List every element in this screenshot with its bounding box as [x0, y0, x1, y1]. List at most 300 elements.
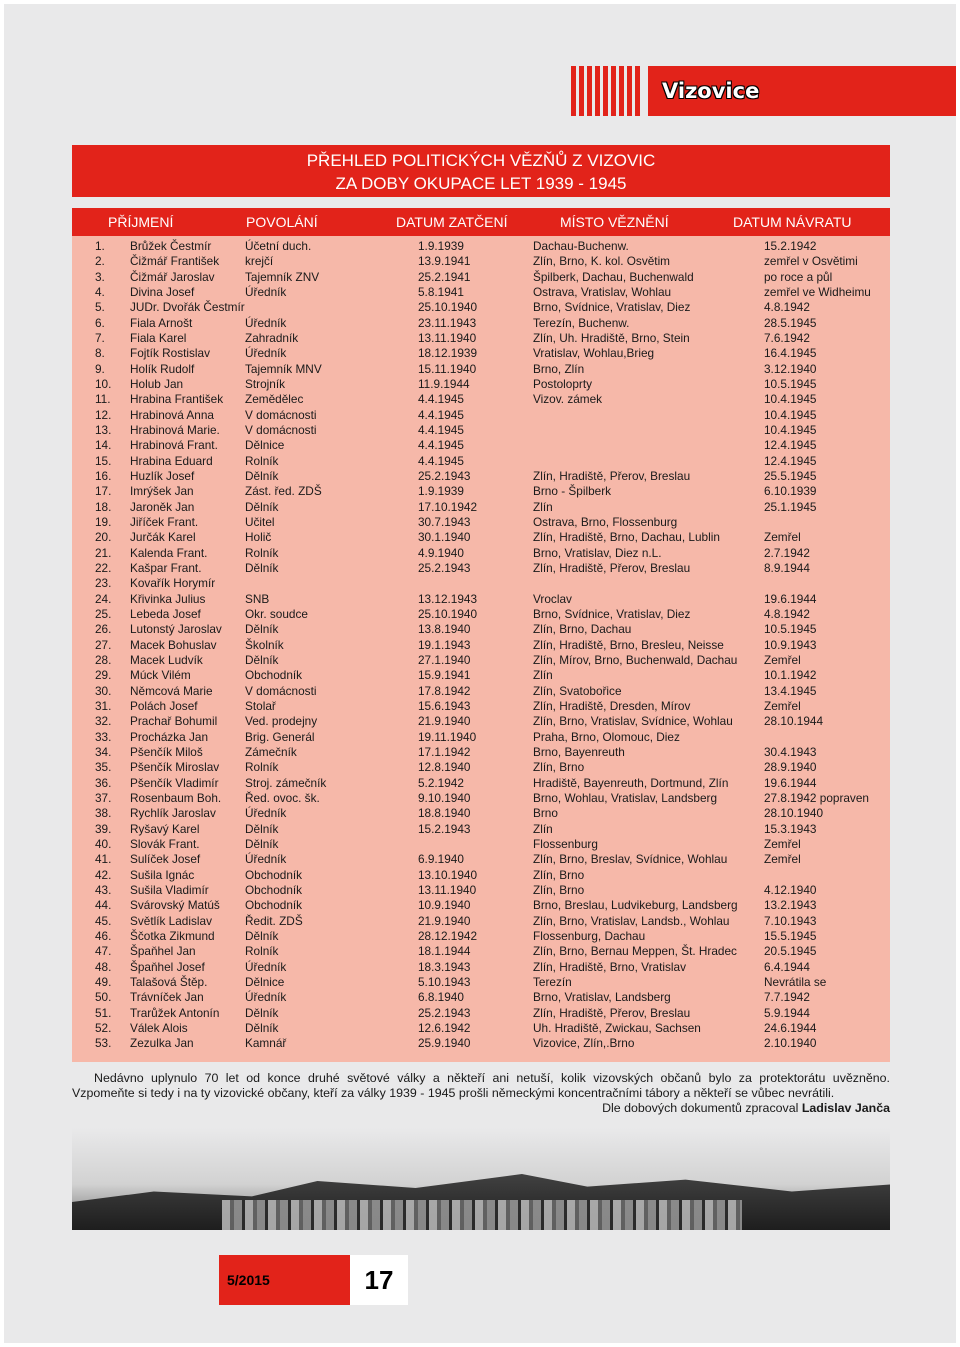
table-row	[72, 714, 890, 729]
row-number: 7.	[95, 330, 105, 345]
occupation-cell: Zemědělec	[245, 392, 304, 407]
surname-cell: Jiříček Frant.	[130, 514, 199, 529]
surname-cell: Pšenčík Miloš	[130, 744, 203, 759]
imprisonment-place-cell: Brno - Špilberk	[533, 484, 612, 499]
return-date-cell: 10.5.1945	[764, 622, 817, 637]
occupation-cell: Tajemník ZNV	[245, 269, 320, 284]
page-title	[72, 145, 890, 197]
table-row	[72, 868, 890, 883]
surname-cell: Ščotka Zikmund	[130, 928, 215, 943]
occupation-cell: Dělník	[245, 928, 279, 943]
occupation-cell: Řed. ovoc. šk.	[245, 790, 320, 805]
surname-cell: Macek Bohuslav	[130, 637, 217, 652]
return-date-cell: 10.4.1945	[764, 392, 817, 407]
row-number: 53.	[95, 1036, 112, 1051]
imprisonment-place-cell: Dachau-Buchenw.	[533, 239, 629, 253]
surname-cell: Křivinka Julius	[130, 591, 206, 606]
surname-cell: Trávníček Jan	[130, 990, 204, 1005]
arrest-date-cell: 25.10.1940	[418, 606, 478, 621]
occupation-cell: SNB	[245, 591, 270, 606]
occupation-cell: Dělník	[245, 652, 279, 667]
occupation-cell: Dělnice	[245, 438, 285, 453]
imprisonment-place-cell: Špilberk, Dachau, Buchenwald	[533, 269, 694, 284]
row-number: 6.	[95, 315, 105, 330]
occupation-cell: Stolař	[245, 698, 276, 713]
return-date-cell: 30.4.1943	[764, 744, 817, 759]
table-row	[72, 239, 890, 254]
occupation-cell: Dělník	[245, 836, 279, 851]
imprisonment-place-cell: Ostrava, Brno, Flossenburg	[533, 514, 678, 529]
surname-cell: Brůžek Čestmír	[130, 239, 212, 253]
table-row	[72, 607, 890, 622]
occupation-cell: Úředník	[245, 959, 287, 974]
column-header-occupation: POVOLÁNÍ	[246, 214, 318, 230]
return-date-cell: Nevrátila se	[764, 974, 827, 989]
row-number: 27.	[95, 637, 112, 652]
occupation-cell: Ved. prodejny	[245, 714, 318, 729]
row-number: 28.	[95, 652, 112, 667]
table-row	[72, 883, 890, 898]
row-number: 47.	[95, 944, 112, 959]
table-row	[72, 500, 890, 515]
note-credit	[72, 1101, 890, 1116]
return-date-cell: Zemřel	[764, 530, 801, 545]
arrest-date-cell: 4.4.1945	[418, 422, 464, 437]
column-header-imprisonment-place: MÍSTO VĚZNĚNÍ	[560, 214, 669, 230]
arrest-date-cell: 17.1.1942	[418, 744, 471, 759]
arrest-date-cell: 4.9.1940	[418, 545, 464, 560]
return-date-cell: 25.1.1945	[764, 499, 817, 514]
occupation-cell: Účetní duch.	[245, 239, 312, 253]
table-row	[72, 699, 890, 714]
row-number: 34.	[95, 744, 112, 759]
arrest-date-cell: 21.9.1940	[418, 913, 471, 928]
surname-cell: Fojtík Rostislav	[130, 346, 210, 361]
row-number: 22.	[95, 560, 112, 575]
arrest-date-cell: 27.1.1940	[418, 652, 471, 667]
row-number: 29.	[95, 668, 112, 683]
imprisonment-place-cell: Zlín, Brno	[533, 867, 585, 882]
occupation-cell: V domácnosti	[245, 422, 317, 437]
table-row	[72, 592, 890, 607]
row-number: 11.	[95, 392, 111, 407]
arrest-date-cell: 6.9.1940	[418, 852, 464, 867]
table-row	[72, 254, 890, 269]
table-row	[72, 346, 890, 361]
row-number: 52.	[95, 1020, 112, 1035]
return-date-cell: 15.5.1945	[764, 928, 817, 943]
table-row	[72, 776, 890, 791]
row-number: 37.	[95, 790, 112, 805]
table-row	[72, 653, 890, 668]
arrest-date-cell: 17.8.1942	[418, 683, 471, 698]
occupation-cell: Úředník	[245, 852, 287, 867]
return-date-cell: 10.1.1942	[764, 668, 817, 683]
return-date-cell: 4.12.1940	[764, 882, 817, 897]
table-row	[72, 270, 890, 285]
row-number: 38.	[95, 806, 112, 821]
table-header	[72, 208, 890, 236]
surname-cell: Hrabina Eduard	[130, 453, 213, 468]
town-panorama-photo	[72, 1128, 890, 1230]
surname-cell: Světlík Ladislav	[130, 913, 212, 928]
occupation-cell: Obchodník	[245, 867, 303, 882]
occupation-cell: Úředník	[245, 806, 287, 821]
surname-cell: Holík Rudolf	[130, 361, 195, 376]
prisoner-table	[72, 236, 890, 1062]
table-row	[72, 822, 890, 837]
surname-cell: Zezulka Jan	[130, 1036, 194, 1051]
surname-cell: Prachař Bohumil	[130, 714, 218, 729]
row-number: 33.	[95, 729, 112, 744]
arrest-date-cell: 19.11.1940	[418, 729, 477, 744]
title-line-1: PŘEHLED POLITICKÝCH VĚZŇŮ Z VIZOVIC	[306, 151, 656, 170]
surname-cell: Macek Ludvík	[130, 652, 203, 667]
return-date-cell: Zemřel	[764, 698, 801, 713]
imprisonment-place-cell: Zlín, Brno, Vratislav, Landsb., Wohlau	[533, 913, 730, 928]
return-date-cell: 2.7.1942	[764, 545, 810, 560]
occupation-cell: Úředník	[245, 990, 287, 1005]
imprisonment-place-cell: Zlín, Mírov, Brno, Buchenwald, Dachau	[533, 652, 738, 667]
occupation-cell: Zahradník	[245, 330, 299, 345]
occupation-cell: Brig. Generál	[245, 729, 315, 744]
row-number: 43.	[95, 882, 112, 897]
arrest-date-cell: 5.2.1942	[418, 775, 464, 790]
arrest-date-cell: 25.10.1940	[418, 300, 478, 315]
arrest-date-cell: 15.9.1941	[418, 668, 471, 683]
return-date-cell: 28.9.1940	[764, 760, 817, 775]
imprisonment-place-cell: Zlín, Hradiště, Brno, Vratislav	[533, 959, 686, 974]
row-number: 42.	[95, 867, 112, 882]
surname-cell: Hrabina František	[130, 392, 224, 407]
surname-cell: Múck Vilém	[130, 668, 191, 683]
arrest-date-cell: 25.9.1940	[418, 1036, 471, 1051]
table-row	[72, 438, 890, 453]
surname-cell: Procházka Jan	[130, 729, 209, 744]
return-date-cell: 19.6.1944	[764, 775, 817, 790]
arrest-date-cell: 18.12.1939	[418, 346, 478, 361]
note-author: Ladislav Janča	[801, 1101, 890, 1115]
imprisonment-place-cell: Praha, Brno, Olomouc, Diez	[533, 729, 680, 744]
return-date-cell: 5.9.1944	[764, 1005, 810, 1020]
row-number: 9.	[95, 361, 105, 376]
imprisonment-place-cell: Brno, Vratislav, Diez n.L.	[533, 545, 662, 560]
row-number: 49.	[95, 974, 112, 989]
return-date-cell: 16.4.1945	[764, 346, 817, 361]
occupation-cell: Dělník	[245, 560, 279, 575]
row-number: 39.	[95, 821, 112, 836]
table-row	[72, 331, 890, 346]
arrest-date-cell: 10.9.1940	[418, 898, 471, 913]
surname-cell: Kalenda Frant.	[130, 545, 208, 560]
imprisonment-place-cell: Brno	[533, 806, 558, 821]
imprisonment-place-cell: Zlín, Brno, Dachau	[533, 622, 632, 637]
occupation-cell: Dělnice	[245, 974, 285, 989]
return-date-cell: 7.10.1943	[764, 913, 817, 928]
occupation-cell: Zást. řed. ZDŠ	[245, 484, 322, 499]
surname-cell: Slovák Frant.	[130, 836, 200, 851]
return-date-cell: Zemřel	[764, 836, 801, 851]
row-number: 2.	[95, 254, 105, 269]
imprisonment-place-cell: Zlín, Hradiště, Dresden, Mírov	[533, 698, 691, 713]
table-row	[72, 1006, 890, 1021]
row-number: 4.	[95, 284, 105, 299]
table-row	[72, 454, 890, 469]
row-number: 15.	[95, 453, 112, 468]
note-line-2: Vzpomeňte si tedy i na ty vizovické občany, kteří za války 1939 - 1945 prošli německými koncentračními tábory a někteří se vůbec nevrátili.	[72, 1086, 835, 1100]
return-date-cell: 25.5.1945	[764, 468, 817, 483]
row-number: 41.	[95, 852, 112, 867]
occupation-cell: Úředník	[245, 315, 287, 330]
occupation-cell: Kamnář	[245, 1036, 287, 1051]
return-date-cell: 8.9.1944	[764, 560, 810, 575]
return-date-cell: 28.10.1940	[764, 806, 824, 821]
return-date-cell: 12.4.1945	[764, 453, 817, 468]
arrest-date-cell: 15.2.1943	[418, 821, 471, 836]
arrest-date-cell: 25.2.1941	[418, 269, 471, 284]
imprisonment-place-cell: Brno, Svídnice, Vratislav, Diez	[533, 606, 691, 621]
return-date-cell: 3.12.1940	[764, 361, 817, 376]
arrest-date-cell: 15.6.1943	[418, 698, 471, 713]
return-date-cell: 12.4.1945	[764, 438, 817, 453]
table-row	[72, 929, 890, 944]
surname-cell: Fiala Arnošt	[130, 315, 193, 330]
arrest-date-cell: 12.6.1942	[418, 1020, 471, 1035]
table-row	[72, 622, 890, 637]
row-number: 18.	[95, 499, 112, 514]
occupation-cell: krejčí	[245, 254, 274, 269]
imprisonment-place-cell: Zlín, Hradiště, Přerov, Breslau	[533, 560, 691, 575]
row-number: 51.	[95, 1005, 112, 1020]
arrest-date-cell: 30.7.1943	[418, 514, 471, 529]
imprisonment-place-cell: Vizovice, Zlín,.Brno	[533, 1036, 635, 1051]
arrest-date-cell: 9.10.1940	[418, 790, 471, 805]
imprisonment-place-cell: Zlín, Hradiště, Přerov, Breslau	[533, 1005, 691, 1020]
occupation-cell: V domácnosti	[245, 407, 317, 422]
row-number: 20.	[95, 530, 112, 545]
row-number: 10.	[95, 376, 112, 391]
return-date-cell: 13.2.1943	[764, 898, 817, 913]
surname-cell: Hrabinová Anna	[130, 407, 214, 422]
surname-cell: Pšenčík Vladimír	[130, 775, 219, 790]
closing-note	[72, 1071, 890, 1116]
arrest-date-cell: 25.2.1943	[418, 1005, 471, 1020]
surname-cell: Lutonstý Jaroslav	[130, 622, 222, 637]
imprisonment-place-cell: Zlín, Brno, Breslav, Svídnice, Wohlau	[533, 852, 728, 867]
column-header-arrest-date: DATUM ZATČENÍ	[396, 214, 508, 230]
occupation-cell: Stroj. zámečník	[245, 775, 327, 790]
arrest-date-cell: 13.9.1941	[418, 254, 471, 269]
arrest-date-cell: 30.1.1940	[418, 530, 471, 545]
surname-cell: Trarůžek Antonín	[130, 1005, 220, 1020]
row-number: 5.	[95, 300, 105, 315]
surname-cell: Lebeda Josef	[130, 606, 201, 621]
occupation-cell: Rolník	[245, 944, 279, 959]
imprisonment-place-cell: Vratislav, Wohlau,Brieg	[533, 346, 655, 361]
return-date-cell: 7.6.1942	[764, 330, 810, 345]
imprisonment-place-cell: Zlín	[533, 821, 553, 836]
arrest-date-cell: 5.10.1943	[418, 974, 471, 989]
surname-cell: Holub Jan	[130, 376, 184, 391]
occupation-cell: Dělník	[245, 622, 279, 637]
return-date-cell: 6.10.1939	[764, 484, 817, 499]
note-line-1: Nedávno uplynulo 70 let od konce druhé světové války a někteří ani netuší, kolik vizovských občanů bylo za protektorátu uvězněno.	[94, 1071, 890, 1085]
row-number: 40.	[95, 836, 112, 851]
arrest-date-cell: 15.11.1940	[418, 361, 477, 376]
occupation-cell: Okr. soudce	[245, 606, 308, 621]
table-row	[72, 515, 890, 530]
arrest-date-cell: 13.11.1940	[418, 330, 477, 345]
row-number: 17.	[95, 484, 112, 499]
surname-cell: Rosenbaum Boh.	[130, 790, 222, 805]
occupation-cell: Dělník	[245, 499, 279, 514]
arrest-date-cell: 1.9.1939	[418, 239, 464, 253]
imprisonment-place-cell: Zlín, Svatobořice	[533, 683, 622, 698]
return-date-cell: 19.6.1944	[764, 591, 817, 606]
occupation-cell: Ředit. ZDŠ	[245, 913, 303, 928]
surname-cell: Ryšavý Karel	[130, 821, 200, 836]
return-date-cell: 15.2.1942	[764, 239, 817, 253]
return-date-cell: zemřel v Osvětimi	[764, 254, 858, 269]
surname-cell: Čižmář Jaroslav	[130, 269, 215, 284]
arrest-date-cell: 13.10.1940	[418, 867, 478, 882]
table-row	[72, 837, 890, 852]
table-row	[72, 1021, 890, 1036]
row-number: 48.	[95, 959, 112, 974]
imprisonment-place-cell: Uh. Hradiště, Zwickau, Sachsen	[533, 1020, 701, 1035]
return-date-cell: 24.6.1944	[764, 1020, 817, 1035]
row-number: 26.	[95, 622, 112, 637]
title-line-2: ZA DOBY OKUPACE LET 1939 - 1945	[335, 174, 627, 193]
imprisonment-place-cell: Zlín, Brno, Vratislav, Svídnice, Wohlau	[533, 714, 733, 729]
surname-cell: JUDr. Dvořák Čestmír	[130, 300, 245, 315]
arrest-date-cell: 21.9.1940	[418, 714, 471, 729]
occupation-cell: Zámečník	[245, 744, 297, 759]
arrest-date-cell: 4.4.1945	[418, 453, 464, 468]
arrest-date-cell: 28.12.1942	[418, 928, 478, 943]
row-number: 44.	[95, 898, 112, 913]
imprisonment-place-cell: Zlín, Uh. Hradiště, Brno, Stein	[533, 330, 690, 345]
surname-cell: Kovařík Horymír	[130, 576, 216, 591]
table-row	[72, 914, 890, 929]
arrest-date-cell: 19.1.1943	[418, 637, 471, 652]
note-credit-prefix: Dle dobových dokumentů zpracoval	[602, 1101, 802, 1115]
row-number: 35.	[95, 760, 112, 775]
occupation-cell: Dělník	[245, 821, 279, 836]
imprisonment-place-cell: Zlín	[533, 499, 553, 514]
imprisonment-place-cell: Zlín, Hradiště, Brno, Dachau, Lublin	[533, 530, 720, 545]
return-date-cell: Zemřel	[764, 852, 801, 867]
table-row	[72, 760, 890, 775]
return-date-cell: Zemřel	[764, 652, 801, 667]
row-number: 50.	[95, 990, 112, 1005]
surname-cell: Pšenčík Miroslav	[130, 760, 220, 775]
table-row	[72, 944, 890, 959]
surname-cell: Svárovský Matúš	[130, 898, 220, 913]
imprisonment-place-cell: Flossenburg, Dachau	[533, 928, 646, 943]
occupation-cell: Úředník	[245, 284, 287, 299]
arrest-date-cell: 1.9.1939	[418, 484, 464, 499]
imprisonment-place-cell: Vizov. zámek	[533, 392, 603, 407]
row-number: 45.	[95, 913, 112, 928]
return-date-cell: 7.7.1942	[764, 990, 810, 1005]
imprisonment-place-cell: Postoloprty	[533, 376, 593, 391]
imprisonment-place-cell: Brno, Svídnice, Vratislav, Diez	[533, 300, 691, 315]
surname-cell: Němcová Marie	[130, 683, 213, 698]
row-number: 1.	[95, 239, 105, 253]
occupation-cell: Rolník	[245, 453, 279, 468]
imprisonment-place-cell: Terezín	[533, 974, 572, 989]
row-number: 19.	[95, 514, 112, 529]
table-row	[72, 638, 890, 653]
row-number: 36.	[95, 775, 112, 790]
return-date-cell: zemřel ve Widheimu	[764, 284, 871, 299]
imprisonment-place-cell: Hradiště, Bayenreuth, Dortmund, Zlín	[533, 775, 729, 790]
table-row	[72, 285, 890, 300]
arrest-date-cell: 6.8.1940	[418, 990, 464, 1005]
row-number: 16.	[95, 468, 112, 483]
header-stripes	[571, 66, 640, 116]
arrest-date-cell: 13.11.1940	[418, 882, 477, 897]
table-row	[72, 730, 890, 745]
column-header-surname: PŘÍJMENÍ	[108, 214, 174, 230]
surname-cell: Špaňhel Josef	[130, 959, 205, 974]
occupation-cell: Holič	[245, 530, 272, 545]
imprisonment-place-cell: Zlín, Brno, K. kol. Osvětim	[533, 254, 671, 269]
imprisonment-place-cell: Ostrava, Vratislav, Wohlau	[533, 284, 672, 299]
imprisonment-place-cell: Brno, Breslau, Ludvikeburg, Landsberg	[533, 898, 738, 913]
surname-cell: Špaňhel Jan	[130, 944, 196, 959]
arrest-date-cell: 4.4.1945	[418, 438, 464, 453]
return-date-cell: 10.4.1945	[764, 407, 817, 422]
return-date-cell: 10.4.1945	[764, 422, 817, 437]
arrest-date-cell: 11.9.1944	[418, 376, 470, 391]
table-row	[72, 546, 890, 561]
arrest-date-cell: 18.1.1944	[418, 944, 471, 959]
arrest-date-cell: 18.3.1943	[418, 959, 471, 974]
arrest-date-cell: 13.12.1943	[418, 591, 478, 606]
table-row	[72, 576, 890, 591]
arrest-date-cell: 13.8.1940	[418, 622, 471, 637]
table-row	[72, 852, 890, 867]
surname-cell: Divina Josef	[130, 284, 195, 299]
occupation-cell: Obchodník	[245, 882, 303, 897]
surname-cell: Sulíček Josef	[130, 852, 201, 867]
return-date-cell: 4.8.1942	[764, 606, 810, 621]
imprisonment-place-cell: Brno, Vratislav, Landsberg	[533, 990, 671, 1005]
occupation-cell: Rolník	[245, 760, 279, 775]
table-row	[72, 684, 890, 699]
table-row	[72, 791, 890, 806]
surname-cell: Jurčák Karel	[130, 530, 196, 545]
table-row	[72, 561, 890, 576]
return-date-cell: 2.10.1940	[764, 1036, 817, 1051]
table-row	[72, 392, 890, 407]
imprisonment-place-cell: Zlín	[533, 668, 553, 683]
table-row	[72, 898, 890, 913]
return-date-cell: 10.9.1943	[764, 637, 817, 652]
row-number: 30.	[95, 683, 112, 698]
occupation-cell: Dělník	[245, 1005, 279, 1020]
table-row	[72, 484, 890, 499]
row-number: 21.	[95, 545, 112, 560]
imprisonment-place-cell: Zlín, Brno	[533, 760, 585, 775]
surname-cell: Sušila Ignác	[130, 867, 195, 882]
table-row	[72, 377, 890, 392]
surname-cell: Jaroněk Jan	[130, 499, 195, 514]
surname-cell: Kašpar Frant.	[130, 560, 202, 575]
surname-cell: Hrabinová Marie.	[130, 422, 220, 437]
